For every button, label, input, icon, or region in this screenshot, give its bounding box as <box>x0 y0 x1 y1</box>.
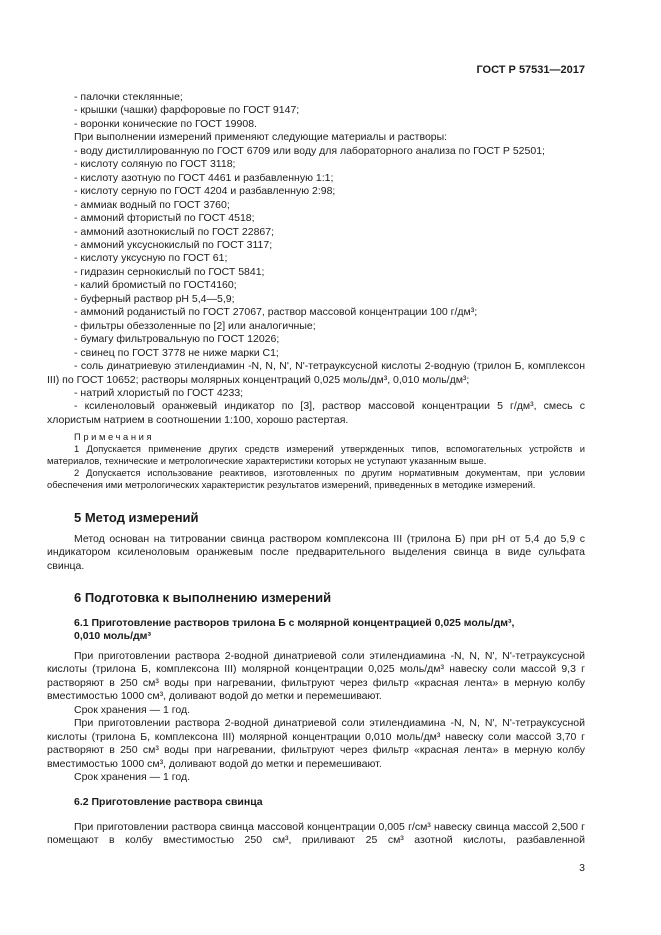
materials-list-item: - свинец по ГОСТ 3778 не ниже марки С1; <box>74 346 279 359</box>
subsection-6-1-title <box>47 617 585 644</box>
materials-section <box>47 91 585 427</box>
paragraph: При приготовлении раствора 2-водной динатриевой соли этилендиамина -N, N, N', N'-тетрауксусной кислоты (трилона Б, комплексона III) молярной концентрации 0,025 моль/дм³ навеску соли массой 9,3 г растворяют в 250 см³ воды при нагревании, фильтруют через фильтр «красная лента» в мерную колбу вместимостью 1000 см³, доливают водой до метки и перемешивают. <box>47 650 585 703</box>
materials-list-item: - кислоту серную по ГОСТ 4204 и разбавленную 2:98; <box>74 185 336 198</box>
materials-list-item: - аммоний роданистый по ГОСТ 27067, раствор массовой концентрации 100 г/дм³; <box>74 306 478 319</box>
materials-list-item: - соль динатриевую этилендиамин -N, N, N', N'-тетрауксусной кислоты 2-водную (трилон Б, комплексон III) по ГОСТ 10652; растворы молярных концентраций 0,025 моль/дм³, 0,010 моль/дм³; <box>47 360 585 386</box>
notes-label: Примечания <box>74 431 155 442</box>
materials-list-item: - аммоний фтористый по ГОСТ 4518; <box>74 212 255 225</box>
section-5-text: Метод основан на титровании свинца раствором комплексона III (трилона Б) при рН от 5,4 до 5,9 с индикатором ксиленоловым оранжевым после предварительного выделения свинца в виде сульфата свинца. <box>47 533 585 572</box>
materials-list-item: - натрий хлористый по ГОСТ 4233; <box>74 386 244 399</box>
paragraph: При приготовлении раствора 2-водной динатриевой соли этилендиамина -N, N, N', N'-тетрауксусной кислоты (трилона Б, комплексона III) молярной концентрации 0,010 моль/дм³ навеску соли массой 3,70 г растворяют в 250 см³ воды при нагревании, фильтруют через фильтр «красная лента» в мерную колбу вместимостью 1000 см³, доливают водой до метки и перемешивают. <box>47 717 585 770</box>
materials-list-item: - буферный раствор рН 5,4—5,9; <box>74 292 235 305</box>
materials-list-item: - аммоний уксуснокислый по ГОСТ 3117; <box>74 238 273 251</box>
materials-intro: При выполнении измерений применяют следующие материалы и растворы: <box>74 131 448 144</box>
materials-list-item: - воду дистиллированную по ГОСТ 6709 или воду для лабораторного анализа по ГОСТ Р 52501; <box>74 144 545 157</box>
equipment-list-item: - воронки конические по ГОСТ 19908. <box>74 117 257 130</box>
notes-block <box>47 431 585 491</box>
materials-list-item: - бумагу фильтровальную по ГОСТ 12026; <box>74 333 280 346</box>
materials-list-item: - кислоту соляную по ГОСТ 3118; <box>74 158 236 171</box>
subsection-6-1-title-line: 0,010 моль/дм³ <box>74 630 151 643</box>
note-item: 1 Допускается применение других средств измерений утвержденных типов, вспомогательных устройств и материалов, технические и метрологические характеристики которых не уступают указанным выше. <box>47 443 585 466</box>
section-6-title: 6 Подготовка к выполнению измерений <box>74 590 332 605</box>
storage-term: Срок хранения — 1 год. <box>74 771 191 784</box>
subsection-6-2-text: При приготовлении раствора свинца массовой концентрации 0,005 г/см³ навеску свинца массой 2,500 г помещают в колбу вместимостью 250 см³, приливают 25 см³ азотной кислоты, разбавленной <box>47 821 585 847</box>
subsection-6-1-body <box>47 650 585 785</box>
subsection-6-2-title: 6.2 Приготовление раствора свинца <box>74 796 263 808</box>
materials-list-item: - аммиак водный по ГОСТ 3760; <box>74 198 230 211</box>
page-number: 3 <box>579 862 585 874</box>
materials-list-item: - кислоту уксусную по ГОСТ 61; <box>74 252 228 265</box>
equipment-list-item: - крышки (чашки) фарфоровые по ГОСТ 9147; <box>74 104 300 117</box>
running-header: ГОСТ Р 57531—2017 <box>476 64 585 76</box>
equipment-list-item: - палочки стеклянные; <box>74 91 183 103</box>
subsection-6-1-title-line: 6.1 Приготовление растворов трилона Б с молярной концентрацией 0,025 моль/дм³, <box>74 617 515 629</box>
materials-list-item: - фильтры обеззоленные по [2] или аналогичные; <box>74 319 316 332</box>
note-item: 2 Допускается использование реактивов, изготовленных по другим нормативным документам, при условии обеспечения ими метрологических характеристик результатов измерений, приведенных в методике измерений. <box>47 467 585 490</box>
storage-term: Срок хранения — 1 год. <box>74 703 191 716</box>
materials-list-item: - кислоту азотную по ГОСТ 4461 и разбавленную 1:1; <box>74 171 334 184</box>
materials-list-item: - аммоний азотнокислый по ГОСТ 22867; <box>74 225 275 238</box>
materials-list-item: - ксиленоловый оранжевый индикатор по [3], раствор массовой концентрации 5 г/дм³, смесь с хлористым натрием в соотношении 1:100, хорошо растертая. <box>47 400 585 426</box>
materials-list-item: - гидразин сернокислый по ГОСТ 5841; <box>74 265 265 278</box>
materials-list-item: - калий бромистый по ГОСТ4160; <box>74 279 237 292</box>
section-5-title: 5 Метод измерений <box>74 510 199 525</box>
